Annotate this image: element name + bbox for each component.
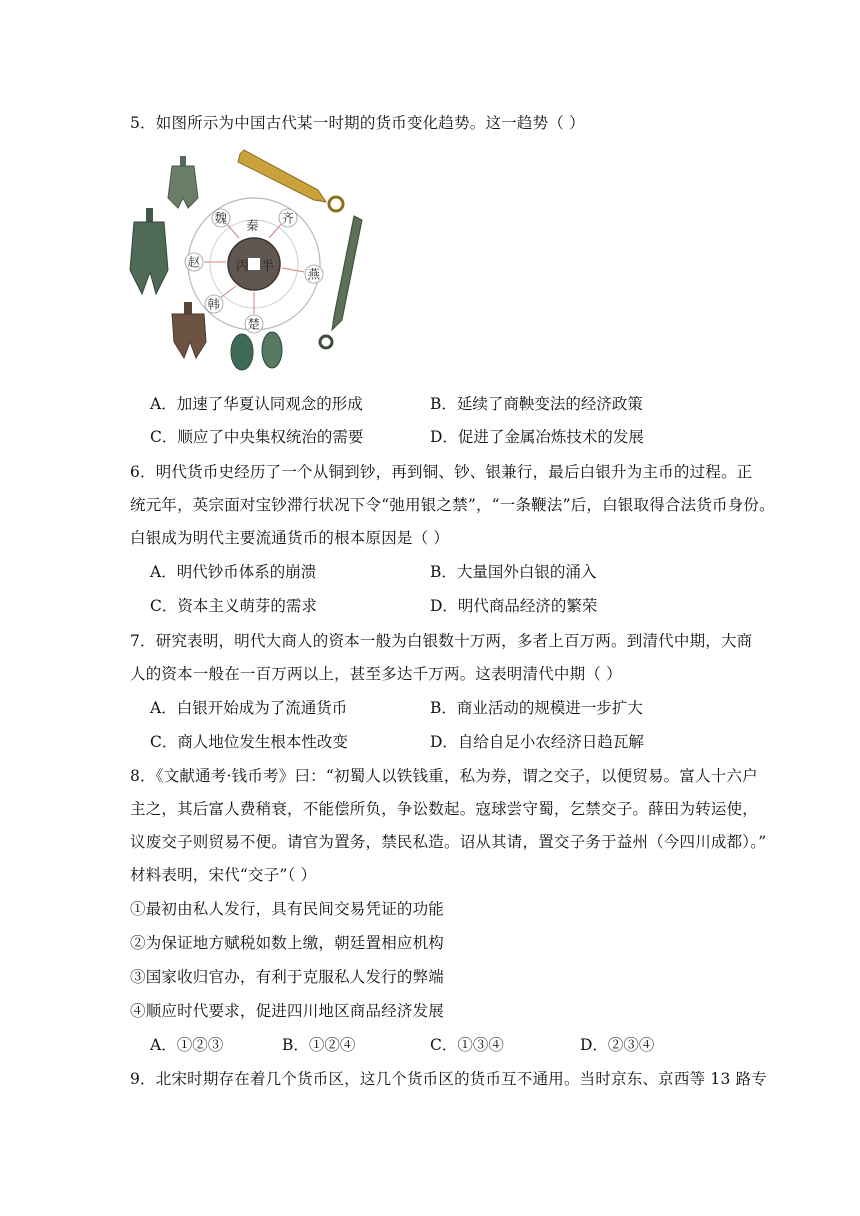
svg-text:燕: 燕 (307, 266, 321, 282)
figure-center-label: 秦 (246, 218, 259, 233)
q6-line-2: 统元年，英宗面对宝钞滞行状况下令“弛用银之禁”，“一条鞭法”后，白银取得合法货币身份。 (130, 496, 775, 514)
q8-line-2: 主之，其后富人费稍衰，不能偿所负，争讼数起。寇球尝守蜀，乞禁交子。薛田为转运使， (130, 800, 759, 818)
q5-option-a[interactable]: A．加速了华夏认同观念的形成 (150, 395, 363, 413)
svg-text:韩: 韩 (207, 296, 221, 312)
q5-option-b[interactable]: B．延续了商鞅变法的经济政策 (430, 395, 643, 413)
svg-text:半: 半 (261, 259, 275, 274)
q8-item-2: ②为保证地方赋税如数上缴，朝廷置相应机构 (130, 934, 445, 952)
q8-line-1: 8．《文献通考·钱币考》曰：“初蜀人以铁钱重，私为券，谓之交子，以便贸易。富人十六户 (130, 767, 758, 785)
q9-line-1: 9．北宋时期存在着几个货币区，这几个货币区的货币互不通用。当时京东、京西等 13 路专 (130, 1070, 768, 1088)
square-spade-coin-icon (172, 302, 206, 358)
state-label-qi (279, 209, 297, 227)
q8-option-c[interactable]: C．①③④ (430, 1036, 504, 1054)
svg-text:魏: 魏 (214, 210, 228, 226)
q8-item-3: ③国家收归官办，有利于克服私人发行的弊端 (130, 968, 445, 986)
q7-line-2: 人的资本一般在一百万两以上，甚至多达千万两。这表明清代中期（ ） (130, 665, 622, 683)
q5-option-c[interactable]: C．顺应了中央集权统治的需要 (150, 428, 364, 446)
svg-text:齐: 齐 (281, 210, 295, 226)
state-label-han (205, 295, 223, 313)
q8-line-4: 材料表明，宋代“交子”（ ） (130, 866, 317, 884)
q8-option-d[interactable]: D．②③④ (580, 1036, 655, 1054)
q7-line-1: 7．研究表明，明代大商人的资本一般为白银数十万两，多者上百万两。到清代中期，大商 (130, 632, 753, 650)
svg-text:丙: 丙 (236, 259, 250, 274)
svg-text:楚: 楚 (247, 316, 261, 332)
state-label-zhao (185, 253, 203, 271)
gold-knife-coin-icon (238, 150, 343, 211)
q6-line-3: 白银成为明代主要流通货币的根本原因是（ ） (130, 529, 450, 547)
q8-line-3: 议废交子则贸易不便。请官为置务，禁民私造。诏从其请，置交子务于益州（今四川成都）。” (130, 833, 767, 851)
state-label-chu (245, 315, 263, 333)
ant-nose-coins-icon (231, 332, 282, 370)
state-label-yan (305, 265, 323, 283)
q8-option-a[interactable]: A．①②③ (150, 1036, 224, 1054)
q6-line-1: 6．明代货币史经历了一个从铜到钞，再到铜、钞、银兼行，最后白银升为主币的过程。正 (130, 463, 753, 481)
q8-item-1: ①最初由私人发行，具有民间交易凭证的功能 (130, 900, 445, 918)
q6-option-c[interactable]: C．资本主义萌芽的需求 (150, 597, 317, 615)
q8-item-4: ④顺应时代要求，促进四川地区商品经济发展 (130, 1002, 445, 1020)
q6-option-b[interactable]: B．大量国外白银的涌入 (430, 563, 597, 581)
green-knife-coin-icon (320, 216, 362, 348)
spade-coin-icon (168, 156, 198, 208)
state-label-wei (212, 209, 230, 227)
q7-option-c[interactable]: C．商人地位发生根本性改变 (150, 733, 348, 751)
q5-stem: 5．如图所示为中国古代某一时期的货币变化趋势。这一趋势（ ） (130, 114, 585, 132)
q7-option-b[interactable]: B．商业活动的规模进一步扩大 (430, 699, 643, 717)
ban-liang-coin-icon (228, 238, 280, 290)
currency-unification-figure (128, 146, 380, 378)
svg-text:赵: 赵 (187, 254, 201, 270)
q6-option-d[interactable]: D．明代商品经济的繁荣 (430, 597, 598, 615)
q7-option-a[interactable]: A．白银开始成为了流通货币 (150, 699, 348, 717)
q7-option-d[interactable]: D．自给自足小农经济日趋瓦解 (430, 733, 644, 751)
currency-diagram (128, 146, 380, 378)
q8-option-b[interactable]: B．①②④ (282, 1036, 356, 1054)
q6-option-a[interactable]: A．明代钞币体系的崩溃 (150, 563, 317, 581)
q5-option-d[interactable]: D．促进了金属冶炼技术的发展 (430, 428, 644, 446)
pointed-spade-coin-icon (130, 208, 168, 294)
